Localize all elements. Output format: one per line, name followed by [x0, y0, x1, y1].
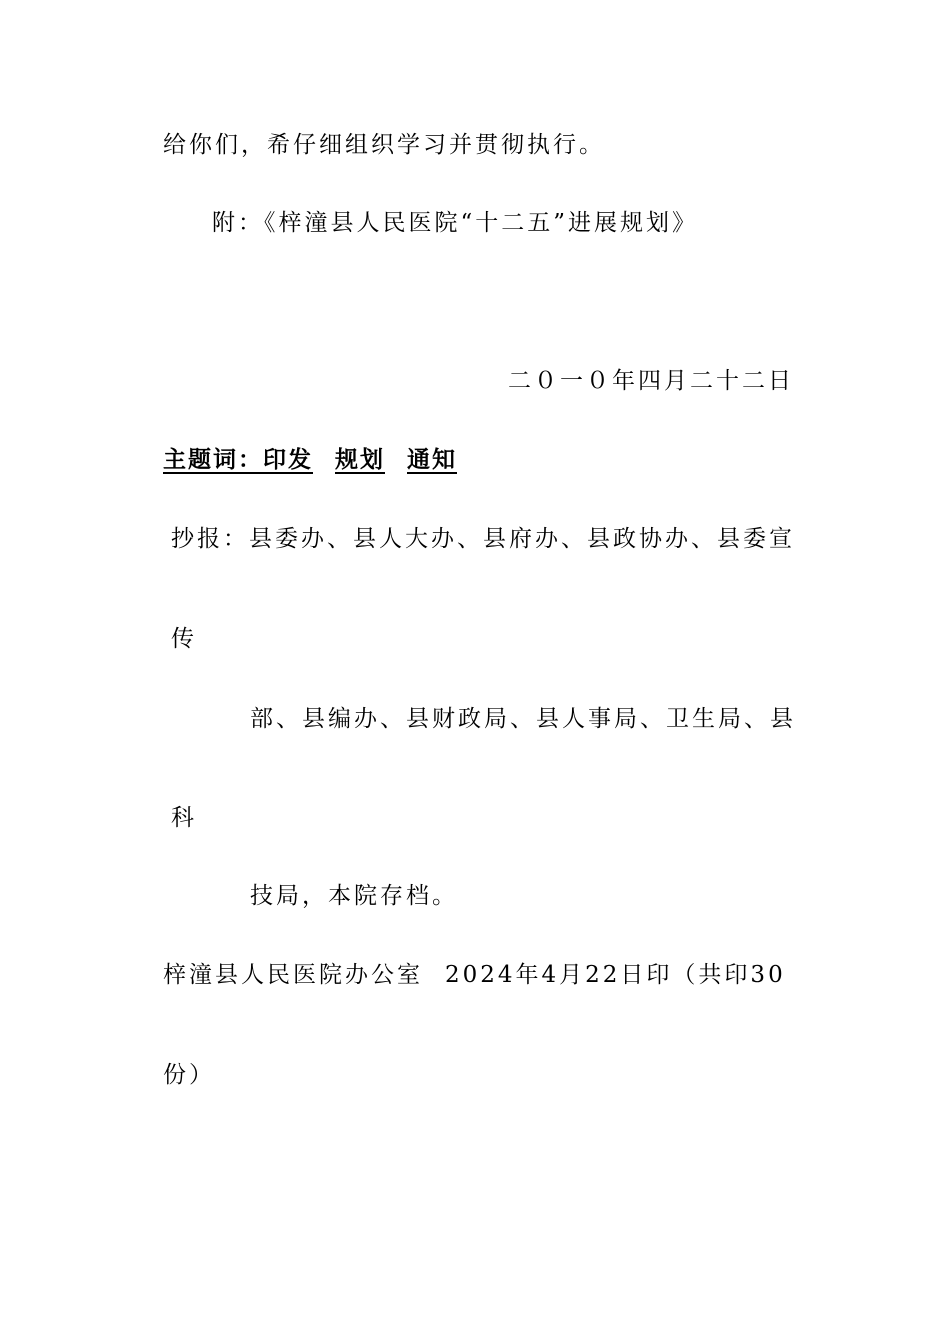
print-date: 2024年4月22日印（共印30 [445, 962, 786, 988]
subject-keywords [163, 445, 457, 475]
print-info [163, 960, 786, 990]
keyword-item: 通知 [407, 446, 457, 473]
print-copies-tail: 份） [163, 1062, 215, 1088]
cc-line: 抄报：县委办、县人大办、县府办、县政协办、县委宣 [171, 526, 795, 552]
cc-line: 技局，本院存档。 [250, 883, 458, 909]
cc-line: 科 [171, 805, 197, 831]
body-text-line: 给你们，希仔细组织学习并贯彻执行。 [163, 132, 605, 158]
keyword-item: 印发 [263, 446, 313, 473]
print-office: 梓潼县人民医院办公室 [163, 962, 423, 988]
document-date: 二０一０年四月二十二日 [508, 368, 794, 394]
cc-line: 传 [171, 626, 197, 652]
keywords-label: 主题词： [163, 446, 263, 473]
attachment-line: 附：《梓潼县人民医院“十二五”进展规划》 [212, 210, 699, 236]
cc-line: 部、县编办、县财政局、县人事局、卫生局、县 [250, 706, 796, 732]
keyword-item: 规划 [335, 446, 385, 473]
